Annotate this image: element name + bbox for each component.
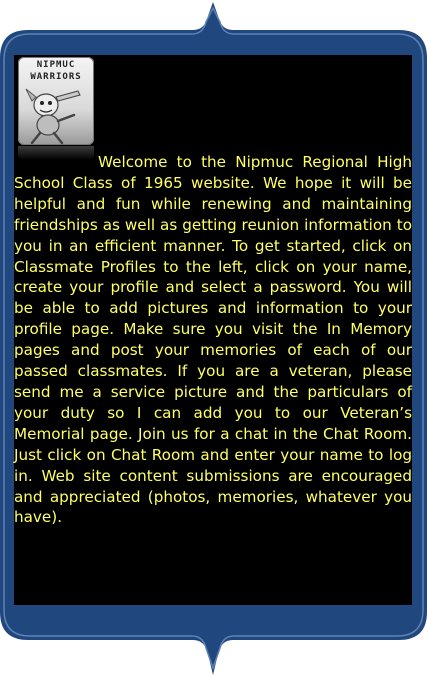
warrior-mascot-icon	[18, 83, 94, 145]
logo-label-line1: NIPMUC	[36, 60, 76, 70]
welcome-paragraph: Welcome to the Nipmuc Regional High School Class of 1965 website. We hope it will be helpful and fun while renewing and maintaining friendships as well as getting reunion information to you in an efficient manner. To get started, click on Classmate Profiles to the left, click on your name, create your profile and select a password. You will be able to add pictures and information to your profile page. Make sure you visit the In Memory pages and post your memories of each of our passed classmates. If you are a veteran, please send me a service picture and the particulars of your duty so I can add you to our Veteran’s Memorial page. Join us for a chat in the Chat Room. Just click on Chat Room and enter your name to log in. Web site content submissions are encouraged and appreciated (photos, memories, whatever you have).	[14, 153, 412, 527]
logo-label-line2: WARRIORS	[30, 72, 82, 82]
nipmuc-warriors-logo	[18, 57, 94, 145]
welcome-panel	[14, 55, 412, 605]
